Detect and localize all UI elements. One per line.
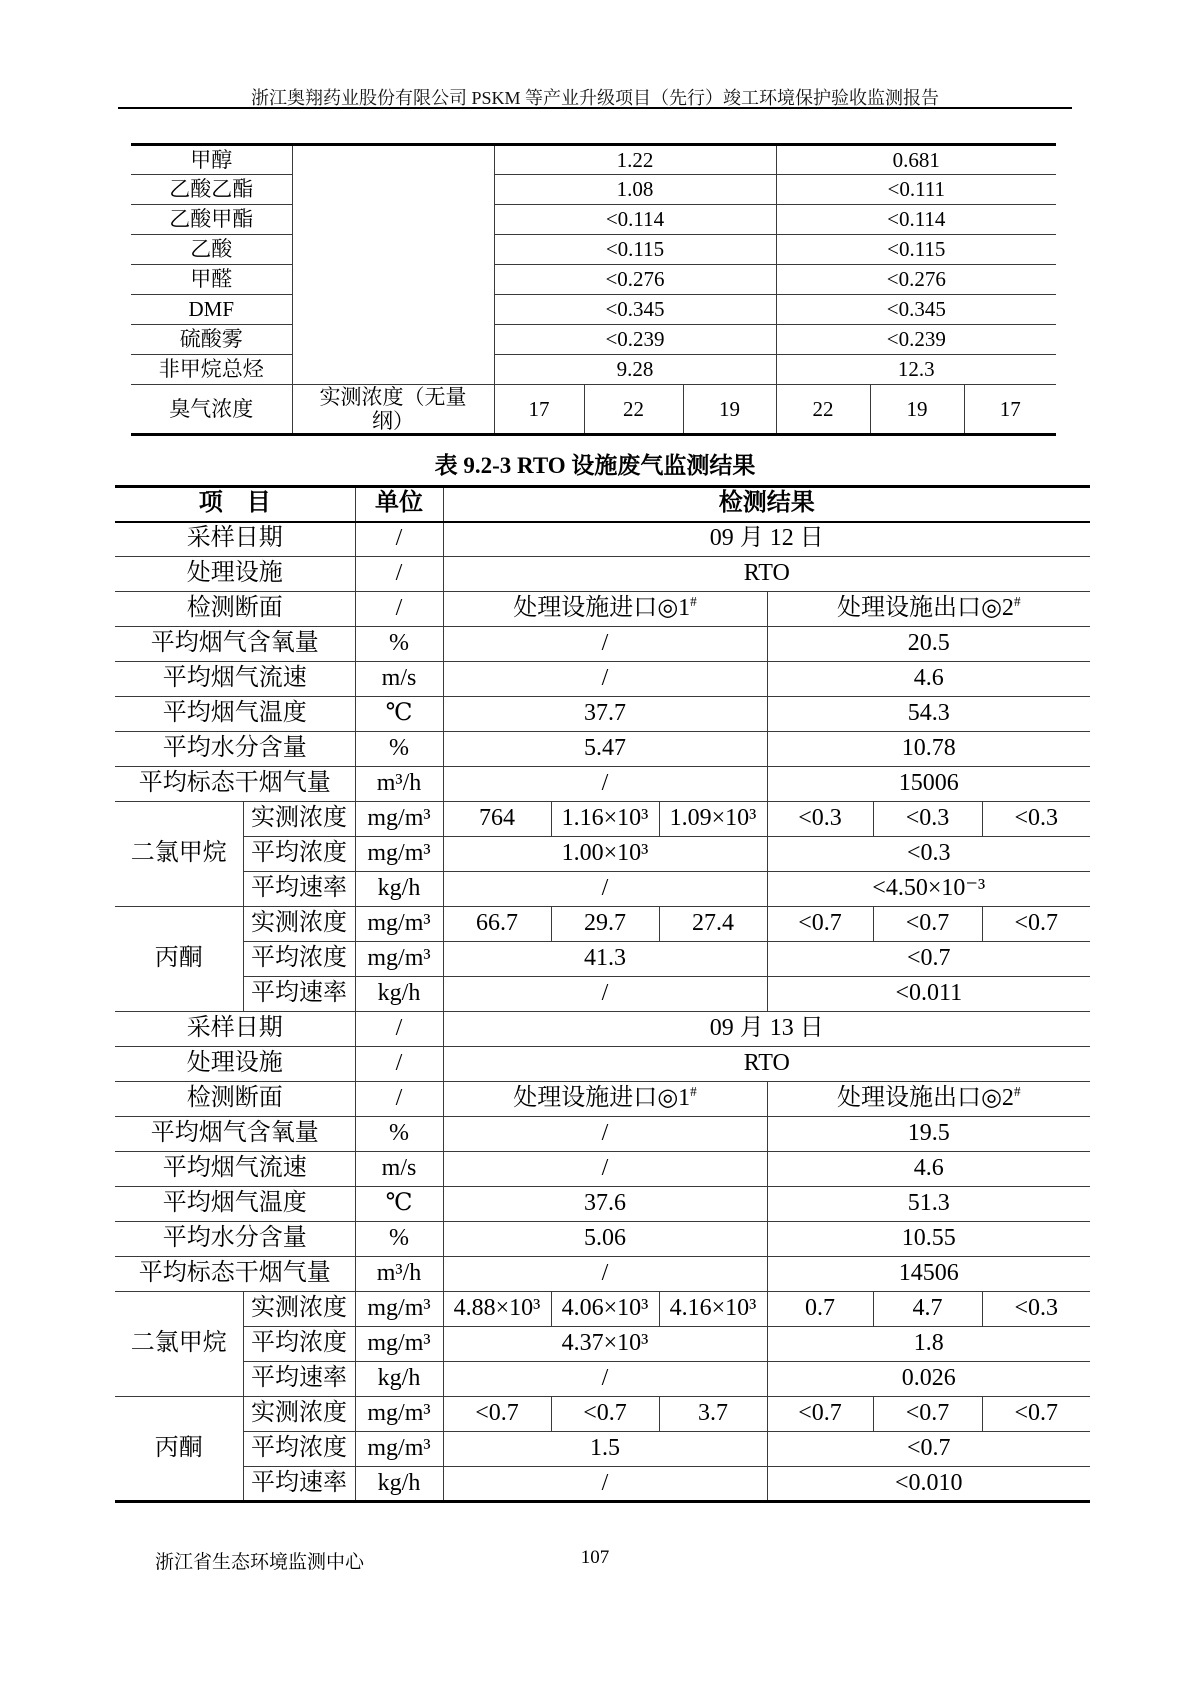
table-cell: mg/m³ [355, 907, 443, 942]
table-cell: 29.7 [551, 907, 659, 942]
table-cell: kg/h [355, 977, 443, 1012]
table-cell: 5.47 [443, 732, 767, 767]
table-cell: / [443, 1362, 767, 1397]
table-cell: kg/h [355, 1362, 443, 1397]
table-cell: 乙酸甲酯 [131, 205, 292, 235]
table-cell: <0.115 [494, 235, 776, 265]
cell-superscript: # [1013, 594, 1021, 610]
table-cell: / [443, 627, 767, 662]
table-cell: 处理设施 [115, 1047, 355, 1082]
table-row [115, 697, 1090, 732]
table-cell: m/s [355, 1152, 443, 1187]
table-cell: <0.276 [494, 265, 776, 295]
table-cell: / [355, 522, 443, 557]
table-cell: 4.6 [767, 662, 1090, 697]
table-cell: <0.7 [551, 1397, 659, 1432]
table-row [115, 662, 1090, 697]
table-cell: 19.5 [767, 1117, 1090, 1152]
table-cell: / [355, 592, 443, 627]
table-cell: 1.16×10³ [551, 802, 659, 837]
table-cell: 采样日期 [115, 522, 355, 557]
cell-text: 处理设施出口◎2 [836, 595, 1014, 622]
table-cell: <0.114 [776, 205, 1056, 235]
table-row [115, 1117, 1090, 1152]
table-cell: / [443, 767, 767, 802]
table-cell: <0.111 [776, 175, 1056, 205]
table-cell: 平均浓度 [243, 1327, 355, 1362]
table-cell: 37.6 [443, 1187, 767, 1222]
table-cell: <0.115 [776, 235, 1056, 265]
table-cell: 平均烟气流速 [115, 1152, 355, 1187]
cell-superscript: # [690, 1084, 697, 1100]
table-cell: 09 月 12 日 [443, 522, 1090, 557]
table-cell: 1.22 [494, 145, 776, 175]
table-cell: mg/m³ [355, 1327, 443, 1362]
table-cell: 22 [584, 385, 683, 435]
table-cell: <0.7 [767, 1397, 873, 1432]
table-cell: <0.7 [767, 907, 873, 942]
table-cell: mg/m³ [355, 942, 443, 977]
table-cell: 17 [494, 385, 584, 435]
table-cell: 1.5 [443, 1432, 767, 1467]
table-cell: <0.7 [982, 907, 1090, 942]
table-cell: kg/h [355, 1467, 443, 1502]
header-divider [118, 107, 1072, 109]
table-cell: 甲醇 [131, 145, 292, 175]
table-cell: 09 月 13 日 [443, 1012, 1090, 1047]
table-cell [443, 592, 767, 627]
table-cell: / [443, 1467, 767, 1502]
table-cell: ℃ [355, 697, 443, 732]
table-cell: <0.7 [873, 1397, 982, 1432]
table-cell: 平均烟气流速 [115, 662, 355, 697]
table-row [115, 627, 1090, 662]
table-cell: 4.37×10³ [443, 1327, 767, 1362]
table-cell: 平均浓度 [243, 942, 355, 977]
table-cell: <0.011 [767, 977, 1090, 1012]
table-cell: <0.239 [494, 325, 776, 355]
table-row [115, 522, 1090, 557]
table-cell: 实测浓度 [243, 1292, 355, 1327]
table-cell: 检测结果 [443, 487, 1090, 522]
table-row [131, 235, 1056, 265]
table-cell: <0.3 [767, 802, 873, 837]
table-cell: / [355, 1012, 443, 1047]
table-row [115, 1152, 1090, 1187]
table-cell: / [443, 1257, 767, 1292]
table-row [115, 1082, 1090, 1117]
table-cell: 检测断面 [115, 1082, 355, 1117]
table-cell: DMF [131, 295, 292, 325]
cell-superscript: # [1013, 1084, 1021, 1100]
table-cell: % [355, 1222, 443, 1257]
table-cell: 4.6 [767, 1152, 1090, 1187]
table-cell: 项 目 [115, 487, 355, 522]
page-number: 107 [580, 1547, 610, 1568]
table-cell: % [355, 732, 443, 767]
table-cell: 37.7 [443, 697, 767, 732]
table-row [131, 325, 1056, 355]
voc-continuation-table [131, 143, 1056, 436]
table-cell: 平均烟气温度 [115, 1187, 355, 1222]
table-cell: m³/h [355, 767, 443, 802]
table-cell: <0.276 [776, 265, 1056, 295]
table-row [115, 872, 1090, 907]
table-cell: 15006 [767, 767, 1090, 802]
table-cell: 9.28 [494, 355, 776, 385]
table-row [115, 557, 1090, 592]
table-cell: 平均烟气含氧量 [115, 627, 355, 662]
table-row [115, 732, 1090, 767]
table-row [115, 1292, 1090, 1327]
table-row [115, 977, 1090, 1012]
table-cell: <0.3 [982, 1292, 1090, 1327]
table-cell: 实测浓度（无量纲） [292, 385, 494, 435]
table-cell [767, 592, 1090, 627]
table-cell: / [355, 557, 443, 592]
table-cell: <0.7 [982, 1397, 1090, 1432]
table-cell: 0.681 [776, 145, 1056, 175]
table-cell: kg/h [355, 872, 443, 907]
table-cell: 乙酸乙酯 [131, 175, 292, 205]
table-cell: <0.3 [873, 802, 982, 837]
table-cell [767, 1082, 1090, 1117]
table-cell: RTO [443, 1047, 1090, 1082]
cell-text: 处理设施出口◎2 [836, 1085, 1014, 1112]
table-cell: 1.09×10³ [659, 802, 767, 837]
table-row [115, 767, 1090, 802]
table-cell: ℃ [355, 1187, 443, 1222]
table-cell: 12.3 [776, 355, 1056, 385]
table-cell: 检测断面 [115, 592, 355, 627]
table-cell: 丙酮 [115, 907, 243, 1012]
table-cell: / [443, 1152, 767, 1187]
table-cell [443, 1082, 767, 1117]
table-cell: 臭气浓度 [131, 385, 292, 435]
table-cell: <0.010 [767, 1467, 1090, 1502]
table-cell: 平均烟气温度 [115, 697, 355, 732]
table-cell: / [443, 662, 767, 697]
table-cell: 非甲烷总烃 [131, 355, 292, 385]
table-cell: <0.3 [767, 837, 1090, 872]
table-cell: / [443, 872, 767, 907]
table-row [131, 175, 1056, 205]
table-cell: <0.114 [494, 205, 776, 235]
cell-text: 处理设施进口◎1 [513, 595, 691, 622]
table-cell: <0.345 [494, 295, 776, 325]
table-cell: 19 [683, 385, 776, 435]
table-row [115, 1047, 1090, 1082]
table-row [115, 942, 1090, 977]
table-cell: <0.3 [982, 802, 1090, 837]
page-footer [118, 1547, 1072, 1573]
table-cell: 平均水分含量 [115, 732, 355, 767]
table-row [115, 802, 1090, 837]
table-cell: 14506 [767, 1257, 1090, 1292]
table-cell: 平均烟气含氧量 [115, 1117, 355, 1152]
table-row [131, 385, 1056, 435]
table-cell: 1.08 [494, 175, 776, 205]
table-cell: 平均浓度 [243, 1432, 355, 1467]
table-row [115, 1467, 1090, 1502]
table-cell: 10.78 [767, 732, 1090, 767]
table-cell: / [355, 1082, 443, 1117]
table-cell: 二氯甲烷 [115, 802, 243, 907]
table-cell [292, 145, 494, 385]
table-cell: 10.55 [767, 1222, 1090, 1257]
table-cell: 27.4 [659, 907, 767, 942]
table-cell: m³/h [355, 1257, 443, 1292]
table-cell: 0.026 [767, 1362, 1090, 1397]
table-row [131, 265, 1056, 295]
table-cell: 二氯甲烷 [115, 1292, 243, 1397]
table-row [115, 1362, 1090, 1397]
table-cell: 0.7 [767, 1292, 873, 1327]
table-row [115, 837, 1090, 872]
table-cell: 平均标态干烟气量 [115, 1257, 355, 1292]
cell-text: 处理设施进口◎1 [513, 1085, 691, 1112]
table-cell: 实测浓度 [243, 907, 355, 942]
table-cell: 22 [776, 385, 870, 435]
table-cell: m/s [355, 662, 443, 697]
table-cell: mg/m³ [355, 837, 443, 872]
table-row [131, 295, 1056, 325]
table-cell: 甲醛 [131, 265, 292, 295]
table-cell: <0.345 [776, 295, 1056, 325]
table-row [115, 1327, 1090, 1362]
table-cell: 54.3 [767, 697, 1090, 732]
table-cell: 764 [443, 802, 551, 837]
table-cell: 实测浓度 [243, 1397, 355, 1432]
table-cell: 平均速率 [243, 872, 355, 907]
table-row [115, 1257, 1090, 1292]
table-cell: <4.50×10⁻³ [767, 872, 1090, 907]
table-cell: 4.06×10³ [551, 1292, 659, 1327]
table-cell: / [443, 1117, 767, 1152]
rto-monitoring-table [115, 485, 1090, 1503]
table-cell: <0.7 [443, 1397, 551, 1432]
table-cell: 处理设施 [115, 557, 355, 592]
table-row [115, 1432, 1090, 1467]
table-cell: 51.3 [767, 1187, 1090, 1222]
table-cell: 丙酮 [115, 1397, 243, 1502]
cell-superscript: # [690, 594, 697, 610]
table-cell: mg/m³ [355, 802, 443, 837]
table-row [115, 1222, 1090, 1257]
table-cell: 平均水分含量 [115, 1222, 355, 1257]
table-cell: 1.00×10³ [443, 837, 767, 872]
table-cell: 66.7 [443, 907, 551, 942]
table-row [131, 355, 1056, 385]
table-cell: mg/m³ [355, 1432, 443, 1467]
table-cell: 平均速率 [243, 977, 355, 1012]
table-row [115, 487, 1090, 522]
table-cell: 3.7 [659, 1397, 767, 1432]
table-row [115, 1012, 1090, 1047]
table-cell: 17 [964, 385, 1056, 435]
table-cell: <0.7 [767, 1432, 1090, 1467]
table-cell: % [355, 627, 443, 662]
table-row [131, 145, 1056, 175]
table-cell: 平均标态干烟气量 [115, 767, 355, 802]
rto-table-title: 表 9.2-3 RTO 设施废气监测结果 [434, 453, 756, 478]
table-cell: <0.239 [776, 325, 1056, 355]
table-cell: <0.7 [767, 942, 1090, 977]
table-cell: 实测浓度 [243, 802, 355, 837]
table-cell: 4.7 [873, 1292, 982, 1327]
table-cell: % [355, 1117, 443, 1152]
table-cell: 乙酸 [131, 235, 292, 265]
table-cell: mg/m³ [355, 1397, 443, 1432]
table-row [115, 907, 1090, 942]
table-cell: 硫酸雾 [131, 325, 292, 355]
table-cell: mg/m³ [355, 1292, 443, 1327]
table-row [115, 1187, 1090, 1222]
table-cell: 4.88×10³ [443, 1292, 551, 1327]
table-cell: 4.16×10³ [659, 1292, 767, 1327]
table-cell: <0.7 [873, 907, 982, 942]
footer-organization: 浙江省生态环境监测中心 [155, 1552, 365, 1573]
table-cell: 单位 [355, 487, 443, 522]
table-cell: 5.06 [443, 1222, 767, 1257]
table-cell: 平均速率 [243, 1362, 355, 1397]
table-row [115, 592, 1090, 627]
table-cell: / [443, 977, 767, 1012]
table-cell: RTO [443, 557, 1090, 592]
table-cell: 19 [870, 385, 964, 435]
page-header-title: 浙江奥翔药业股份有限公司 PSKM 等产业升级项目（先行）竣工环境保护验收监测报告 [250, 88, 940, 108]
table-cell: 平均浓度 [243, 837, 355, 872]
table-row [131, 205, 1056, 235]
table-cell: 1.8 [767, 1327, 1090, 1362]
table-cell: / [355, 1047, 443, 1082]
table-cell: 采样日期 [115, 1012, 355, 1047]
table-row [115, 1397, 1090, 1432]
table-cell: 20.5 [767, 627, 1090, 662]
table-cell: 平均速率 [243, 1467, 355, 1502]
table-cell: 41.3 [443, 942, 767, 977]
